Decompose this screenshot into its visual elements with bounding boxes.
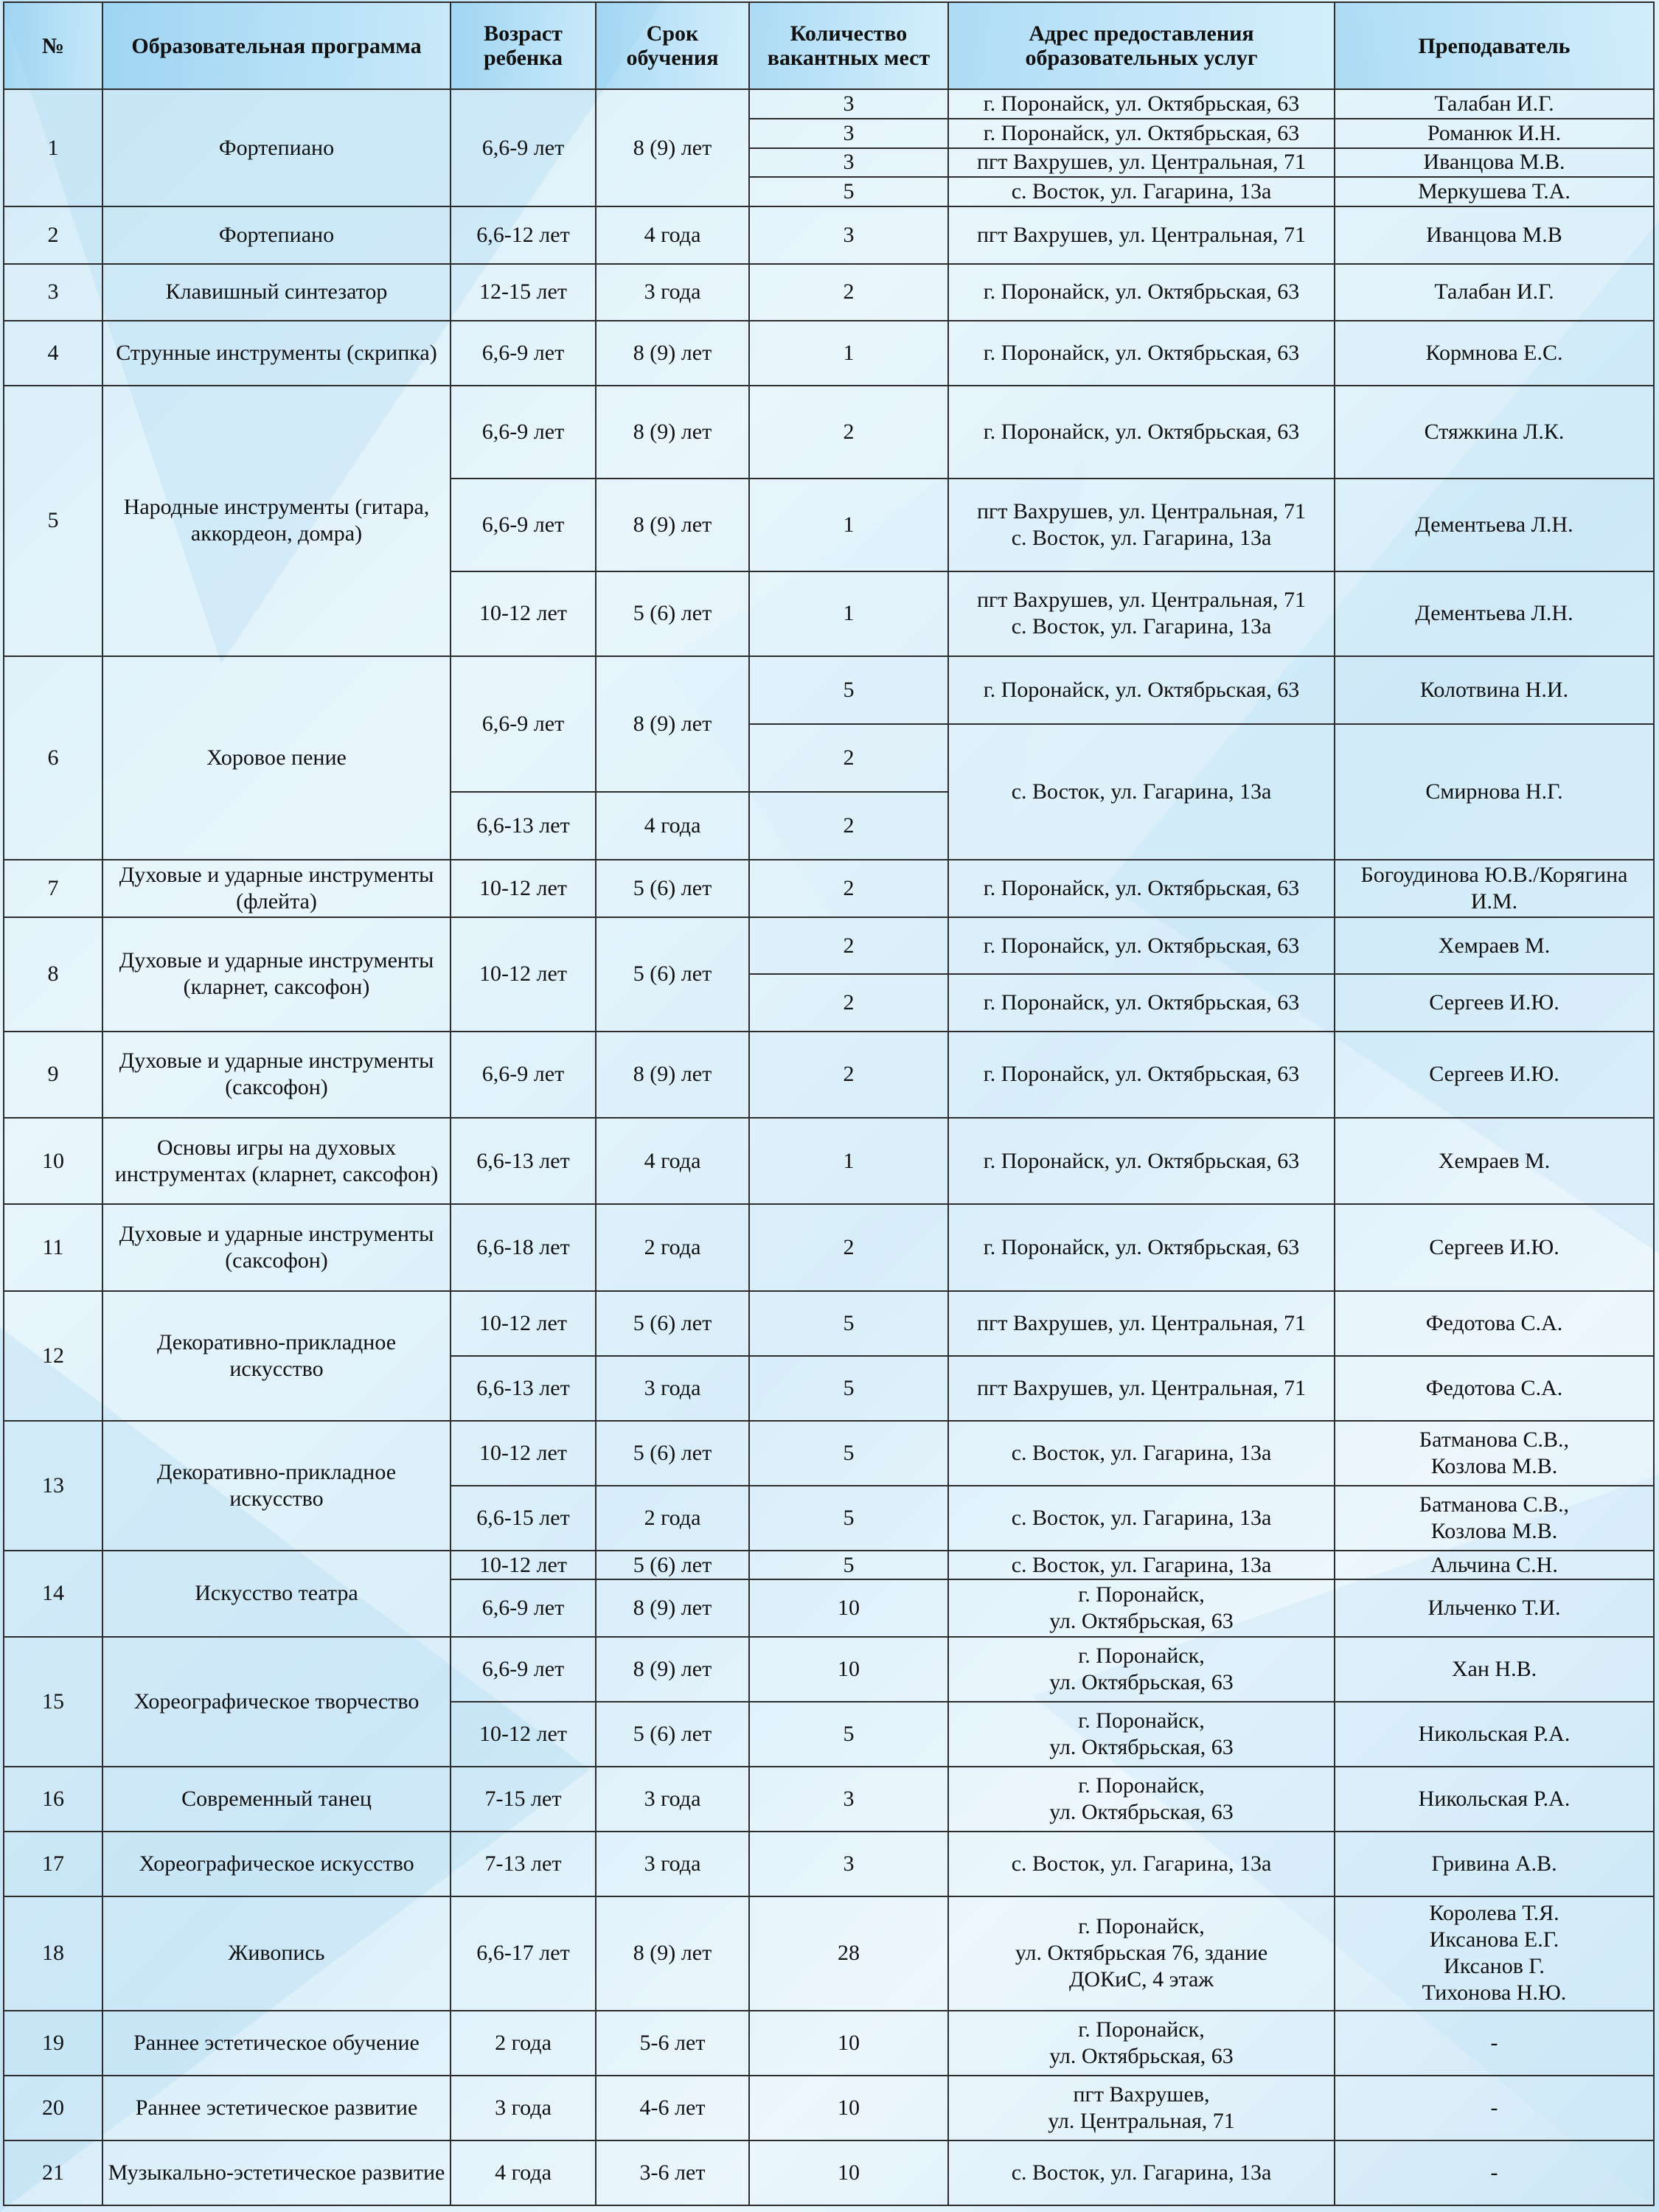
table-row xyxy=(4,2076,1654,2140)
table-cell: 5 xyxy=(749,177,948,206)
table-cell: 2 xyxy=(749,386,948,479)
table-cell: пгт Вахрушев, ул. Центральная, 71 xyxy=(948,1356,1335,1421)
table-cell: 8 (9) лет xyxy=(596,1637,749,1702)
table-cell: с. Восток, ул. Гагарина, 13а xyxy=(948,2140,1335,2205)
table-cell: Смирнова Н.Г. xyxy=(1335,724,1654,860)
table-cell: 6 xyxy=(4,656,102,860)
table-cell: с. Восток, ул. Гагарина, 13а xyxy=(948,1421,1335,1486)
table-cell: пгт Вахрушев, ул. Центральная, 71 xyxy=(948,148,1335,178)
table-cell: 21 xyxy=(4,2140,102,2205)
table-cell: с. Восток, ул. Гагарина, 13а xyxy=(948,1832,1335,1896)
table-cell: 10-12 лет xyxy=(451,1291,596,1356)
table-cell: г. Поронайск, ул. Октябрьская, 63 xyxy=(948,917,1335,975)
table-cell: 28 xyxy=(749,1896,948,2011)
table-cell: 2 xyxy=(749,264,948,321)
table-cell: 5 (6) лет xyxy=(596,1421,749,1486)
table-cell: 2 года xyxy=(596,1204,749,1290)
table-cell: 10-12 лет xyxy=(451,1421,596,1486)
table-cell: Живопись xyxy=(102,1896,451,2011)
table-cell: 3 xyxy=(749,1832,948,1896)
table-cell: 4 года xyxy=(596,792,749,860)
table-cell: 6,6-9 лет xyxy=(451,1637,596,1702)
table-cell: г. Поронайск, ул. Октябрьская, 63 xyxy=(948,386,1335,479)
table-cell: 2 xyxy=(749,917,948,975)
table-cell: 5 (6) лет xyxy=(596,917,749,1032)
table-cell: 9 xyxy=(4,1032,102,1118)
table-cell: г. Поронайск, ул. Октябрьская, 63 xyxy=(948,974,1335,1032)
table-header-row xyxy=(4,2,1654,89)
table-cell: с. Восток, ул. Гагарина, 13а xyxy=(948,1486,1335,1551)
header-address: Адрес предоставления образовательных услуг xyxy=(948,2,1335,89)
table-cell: 11 xyxy=(4,1204,102,1290)
table-cell: 8 (9) лет xyxy=(596,321,749,386)
table-body xyxy=(4,89,1654,2205)
table-cell: Духовые и ударные инструменты (саксофон) xyxy=(102,1204,451,1290)
table-cell: Духовые и ударные инструменты (саксофон) xyxy=(102,1032,451,1118)
table-cell: 8 (9) лет xyxy=(596,479,749,571)
table-cell: пгт Вахрушев, ул. Центральная, 71 с. Восток, ул. Гагарина, 13а xyxy=(948,571,1335,656)
table-cell: г. Поронайск, ул. Октябрьская, 63 xyxy=(948,656,1335,724)
table-cell: 3 xyxy=(749,148,948,178)
table-cell: г. Поронайск, ул. Октябрьская, 63 xyxy=(948,264,1335,321)
table-cell: 10-12 лет xyxy=(451,860,596,917)
table-cell: 12-15 лет xyxy=(451,264,596,321)
header-program: Образовательная программа xyxy=(102,2,451,89)
table-cell: Фортепиано xyxy=(102,206,451,264)
table-row xyxy=(4,1896,1654,2011)
table-cell: 2 года xyxy=(596,1486,749,1551)
table-cell: 6,6-18 лет xyxy=(451,1204,596,1290)
table-cell: пгт Вахрушев, ул. Центральная, 71 xyxy=(948,2076,1335,2140)
table-cell: 5 xyxy=(4,386,102,656)
table-cell: 5 (6) лет xyxy=(596,1291,749,1356)
table-cell: 4 года xyxy=(596,1118,749,1204)
table-cell: 8 (9) лет xyxy=(596,1579,749,1637)
table-cell: Хемраев М. xyxy=(1335,917,1654,975)
table-cell: Гривина А.В. xyxy=(1335,1832,1654,1896)
table-cell: 8 (9) лет xyxy=(596,1896,749,2011)
header-age: Возраст ребенка xyxy=(451,2,596,89)
table-cell: г. Поронайск, ул. Октябрьская, 63 xyxy=(948,1579,1335,1637)
table-cell: 1 xyxy=(749,571,948,656)
table-cell: Сергеев И.Ю. xyxy=(1335,1032,1654,1118)
table-cell: 10 xyxy=(749,1637,948,1702)
table-cell: г. Поронайск, ул. Октябрьская, 63 xyxy=(948,860,1335,917)
table-cell: 15 xyxy=(4,1637,102,1767)
table-cell: Альчина С.Н. xyxy=(1335,1551,1654,1580)
table-row xyxy=(4,1421,1654,1486)
table-cell: 5 xyxy=(749,1551,948,1580)
table-cell: Декоративно-прикладное искусство xyxy=(102,1421,451,1551)
table-cell: 5 xyxy=(749,656,948,724)
table-row xyxy=(4,206,1654,264)
table-cell: Богоудинова Ю.В./Корягина И.М. xyxy=(1335,860,1654,917)
table-cell: Хореографическое творчество xyxy=(102,1637,451,1767)
table-cell: 5 xyxy=(749,1356,948,1421)
table-cell: 8 (9) лет xyxy=(596,656,749,792)
table-cell: 5 (6) лет xyxy=(596,860,749,917)
table-cell: 8 (9) лет xyxy=(596,89,749,206)
table-cell: Батманова С.В., Козлова М.В. xyxy=(1335,1486,1654,1551)
table-cell: 7 xyxy=(4,860,102,917)
table-cell: Меркушева Т.А. xyxy=(1335,177,1654,206)
table-cell: - xyxy=(1335,2011,1654,2076)
table-cell: 1 xyxy=(749,479,948,571)
table-row xyxy=(4,2011,1654,2076)
table-cell: Талабан И.Г. xyxy=(1335,89,1654,119)
table-cell: Батманова С.В., Козлова М.В. xyxy=(1335,1421,1654,1486)
table-cell: 3 года xyxy=(596,264,749,321)
table-cell: 10 xyxy=(749,1579,948,1637)
programs-table xyxy=(3,1,1655,2206)
table-cell: 5 xyxy=(749,1486,948,1551)
table-cell: 6,6-9 лет xyxy=(451,1579,596,1637)
table-cell: 5 xyxy=(749,1291,948,1356)
table-cell: 6,6-12 лет xyxy=(451,206,596,264)
header-teacher: Преподаватель xyxy=(1335,2,1654,89)
table-cell: Искусство театра xyxy=(102,1551,451,1637)
table-cell: 3-6 лет xyxy=(596,2140,749,2205)
table-cell: 4 xyxy=(4,321,102,386)
table-row xyxy=(4,1637,1654,1702)
table-cell: Никольская Р.А. xyxy=(1335,1767,1654,1832)
table-cell: Хемраев М. xyxy=(1335,1118,1654,1204)
table-cell: Стяжкина Л.К. xyxy=(1335,386,1654,479)
table-cell: Хан Н.В. xyxy=(1335,1637,1654,1702)
table-row xyxy=(4,1291,1654,1356)
table-cell: 8 (9) лет xyxy=(596,386,749,479)
table-cell: Клавишный синтезатор xyxy=(102,264,451,321)
table-cell: 4-6 лет xyxy=(596,2076,749,2140)
table-cell: пгт Вахрушев, ул. Центральная, 71 xyxy=(948,206,1335,264)
table-cell: Духовые и ударные инструменты (кларнет, саксофон) xyxy=(102,917,451,1032)
table-cell: Федотова С.А. xyxy=(1335,1356,1654,1421)
table-cell: 2 xyxy=(749,792,948,860)
table-cell: 2 xyxy=(749,1204,948,1290)
table-row xyxy=(4,656,1654,724)
table-cell: 20 xyxy=(4,2076,102,2140)
table-cell: Фортепиано xyxy=(102,89,451,206)
table-cell: Струнные инструменты (скрипка) xyxy=(102,321,451,386)
table-cell: 1 xyxy=(749,1118,948,1204)
table-cell: 2 xyxy=(749,974,948,1032)
table-cell: Иванцова М.В xyxy=(1335,206,1654,264)
table-row xyxy=(4,860,1654,917)
table-cell: 10-12 лет xyxy=(451,1702,596,1767)
table-cell: 19 xyxy=(4,2011,102,2076)
table-cell: 5 xyxy=(749,1702,948,1767)
table-cell: 1 xyxy=(4,89,102,206)
table-cell: Народные инструменты (гитара, аккордеон, домра) xyxy=(102,386,451,656)
table-cell: 2 xyxy=(749,724,948,792)
table-cell: 3 xyxy=(749,1767,948,1832)
table-row xyxy=(4,264,1654,321)
table-cell: 8 (9) лет xyxy=(596,1032,749,1118)
table-cell: 6,6-9 лет xyxy=(451,321,596,386)
table-cell: г. Поронайск, ул. Октябрьская, 63 xyxy=(948,2011,1335,2076)
table-cell: Романюк И.Н. xyxy=(1335,119,1654,148)
table-row xyxy=(4,1832,1654,1896)
table-cell: г. Поронайск, ул. Октябрьская, 63 xyxy=(948,1702,1335,1767)
table-row xyxy=(4,1032,1654,1118)
table-cell: 7-15 лет xyxy=(451,1767,596,1832)
table-cell: 5 (6) лет xyxy=(596,571,749,656)
table-cell: Музыкально-эстетическое развитие xyxy=(102,2140,451,2205)
table-row xyxy=(4,321,1654,386)
table-cell: г. Поронайск, ул. Октябрьская, 63 xyxy=(948,1204,1335,1290)
table-cell: г. Поронайск, ул. Октябрьская 76, здание ДОКиС, 4 этаж xyxy=(948,1896,1335,2011)
table-row xyxy=(4,89,1654,119)
table-cell: Декоративно-прикладное искусство xyxy=(102,1291,451,1421)
table-row xyxy=(4,2140,1654,2205)
table-cell: 6,6-9 лет xyxy=(451,386,596,479)
table-cell: 6,6-13 лет xyxy=(451,792,596,860)
table-cell: 3 года xyxy=(596,1767,749,1832)
table-cell: 10-12 лет xyxy=(451,571,596,656)
table-cell: 5 (6) лет xyxy=(596,1551,749,1580)
table-cell: 18 xyxy=(4,1896,102,2011)
table-cell: 6,6-9 лет xyxy=(451,89,596,206)
table-cell: г. Поронайск, ул. Октябрьская, 63 xyxy=(948,119,1335,148)
table-cell: Дементьева Л.Н. xyxy=(1335,571,1654,656)
table-cell: Духовые и ударные инструменты (флейта) xyxy=(102,860,451,917)
table-cell: Раннее эстетическое развитие xyxy=(102,2076,451,2140)
table-cell: 5-6 лет xyxy=(596,2011,749,2076)
table-cell: - xyxy=(1335,2140,1654,2205)
table-row xyxy=(4,386,1654,479)
table-cell: 12 xyxy=(4,1291,102,1421)
table-cell: 16 xyxy=(4,1767,102,1832)
table-cell: 3 xyxy=(749,119,948,148)
table-cell: с. Восток, ул. Гагарина, 13а xyxy=(948,177,1335,206)
table-cell: 8 xyxy=(4,917,102,1032)
table-cell: г. Поронайск, ул. Октябрьская, 63 xyxy=(948,1767,1335,1832)
table-cell: Федотова С.А. xyxy=(1335,1291,1654,1356)
table-cell: с. Восток, ул. Гагарина, 13а xyxy=(948,1551,1335,1580)
table-cell: Иванцова М.В. xyxy=(1335,148,1654,178)
table-cell: 10 xyxy=(749,2076,948,2140)
table-cell: 3 xyxy=(749,206,948,264)
table-cell: - xyxy=(1335,2076,1654,2140)
table-cell: 10 xyxy=(749,2140,948,2205)
table-cell: Сергеев И.Ю. xyxy=(1335,1204,1654,1290)
table-cell: 2 xyxy=(749,1032,948,1118)
header-number: № xyxy=(4,2,102,89)
table-cell: 2 года xyxy=(451,2011,596,2076)
table-cell: Талабан И.Г. xyxy=(1335,264,1654,321)
table-cell: 3 года xyxy=(596,1832,749,1896)
table-cell: Сергеев И.Ю. xyxy=(1335,974,1654,1032)
table-row xyxy=(4,1767,1654,1832)
table-cell: пгт Вахрушев, ул. Центральная, 71 xyxy=(948,1291,1335,1356)
table-cell: Хореографическое искусство xyxy=(102,1832,451,1896)
table-cell: 2 xyxy=(749,860,948,917)
header-duration: Срок обучения xyxy=(596,2,749,89)
table-cell: 6,6-13 лет xyxy=(451,1356,596,1421)
table-cell: 3 xyxy=(4,264,102,321)
table-cell: 6,6-15 лет xyxy=(451,1486,596,1551)
table-cell: 5 xyxy=(749,1421,948,1486)
table-cell: г. Поронайск, ул. Октябрьская, 63 xyxy=(948,89,1335,119)
table-cell: Основы игры на духовых инструментах (кларнет, саксофон) xyxy=(102,1118,451,1204)
table-cell: 1 xyxy=(749,321,948,386)
table-cell: 6,6-17 лет xyxy=(451,1896,596,2011)
table-cell: Никольская Р.А. xyxy=(1335,1702,1654,1767)
table-cell: 10 xyxy=(749,2011,948,2076)
table-row xyxy=(4,1118,1654,1204)
table-cell: 3 xyxy=(749,89,948,119)
table-cell: Раннее эстетическое обучение xyxy=(102,2011,451,2076)
table-cell: г. Поронайск, ул. Октябрьская, 63 xyxy=(948,1032,1335,1118)
table-cell: 6,6-9 лет xyxy=(451,1032,596,1118)
table-cell: Королева Т.Я. Иксанова Е.Г. Иксанов Г. Тихонова Н.Ю. xyxy=(1335,1896,1654,2011)
table-cell: г. Поронайск, ул. Октябрьская, 63 xyxy=(948,321,1335,386)
table-cell: Современный танец xyxy=(102,1767,451,1832)
table-cell: г. Поронайск, ул. Октябрьская, 63 xyxy=(948,1118,1335,1204)
table-cell: с. Восток, ул. Гагарина, 13а xyxy=(948,724,1335,860)
table-cell: 4 года xyxy=(451,2140,596,2205)
table-cell: 4 года xyxy=(596,206,749,264)
table-cell: 3 года xyxy=(596,1356,749,1421)
table-cell: 10-12 лет xyxy=(451,1551,596,1580)
table-cell: 10 xyxy=(4,1118,102,1204)
table-cell: Хоровое пение xyxy=(102,656,451,860)
table-cell: Кормнова Е.С. xyxy=(1335,321,1654,386)
table-cell: 3 года xyxy=(451,2076,596,2140)
table-cell: 13 xyxy=(4,1421,102,1551)
table-cell: 5 (6) лет xyxy=(596,1702,749,1767)
table-cell: г. Поронайск, ул. Октябрьская, 63 xyxy=(948,1637,1335,1702)
table-cell: 6,6-9 лет xyxy=(451,656,596,792)
table-cell: 6,6-9 лет xyxy=(451,479,596,571)
table-row xyxy=(4,917,1654,975)
table-row xyxy=(4,1204,1654,1290)
table-cell: 7-13 лет xyxy=(451,1832,596,1896)
table-cell: Колотвина Н.И. xyxy=(1335,656,1654,724)
table-cell: 17 xyxy=(4,1832,102,1896)
table-cell: пгт Вахрушев, ул. Центральная, 71 с. Восток, ул. Гагарина, 13а xyxy=(948,479,1335,571)
header-vacancies: Количество вакантных мест xyxy=(749,2,948,89)
table-cell: Ильченко Т.И. xyxy=(1335,1579,1654,1637)
table-cell: 10-12 лет xyxy=(451,917,596,1032)
table-cell: 2 xyxy=(4,206,102,264)
table-cell: 14 xyxy=(4,1551,102,1637)
table-cell: 6,6-13 лет xyxy=(451,1118,596,1204)
table-row xyxy=(4,1551,1654,1580)
table-cell: Дементьева Л.Н. xyxy=(1335,479,1654,571)
